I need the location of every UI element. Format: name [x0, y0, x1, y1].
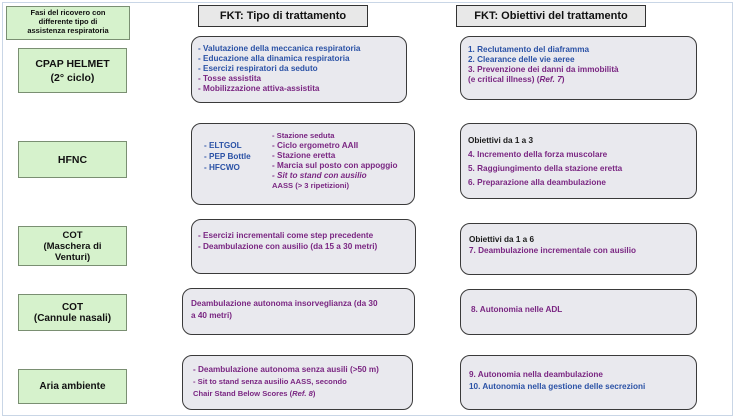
objective-item: Obiettivi da 1 a 3	[468, 136, 534, 145]
phase-label: COT	[62, 229, 83, 241]
objectives-cpap	[460, 36, 697, 100]
treatment-text: )	[312, 389, 316, 398]
treatment-item: - Sit to stand senza ausilio AASS, secondo	[193, 377, 347, 386]
phase-label: HFNC	[57, 153, 88, 166]
technique-item: - HFCWO	[204, 163, 240, 172]
technique-item: - ELTGOL	[204, 141, 242, 150]
hfnc-techniques	[204, 140, 251, 173]
phase-label: Aria ambiente	[39, 381, 106, 392]
objectives-hfnc	[460, 123, 697, 199]
objective-item: 2. Clearance delle vie aeree	[468, 55, 575, 64]
activity-item: - Marcia sul posto con appoggio	[272, 161, 398, 170]
phase-header-line: differente tipo di	[38, 17, 98, 26]
phase-label: (2° ciclo)	[50, 71, 95, 84]
phase-label: (Maschera di	[43, 240, 102, 252]
treatment-cot-venturi	[191, 219, 416, 274]
treatment-hfnc	[191, 123, 415, 205]
hfnc-activities	[272, 131, 398, 191]
phase-room-air	[18, 369, 127, 404]
activity-item: - Stazione seduta	[272, 131, 335, 140]
activity-item: AASS (> 3 ripetizioni)	[272, 181, 350, 190]
phase-cpap-helmet	[18, 48, 127, 93]
treatment-cpap	[191, 36, 407, 103]
objective-item: 4. Incremento della forza muscolare	[468, 150, 608, 159]
objective-item: 10. Autonomia nella gestione delle secrezioni	[469, 382, 646, 391]
objective-item: 6. Preparazione alla deambulazione	[468, 178, 606, 187]
phase-header-line: assistenza respiratoria	[27, 26, 109, 35]
phase-label: Venturi)	[54, 251, 91, 263]
phase-cot-venturi	[18, 226, 127, 266]
activity-item: - Sit to stand con ausilio	[272, 171, 367, 180]
objective-item: 1. Reclutamento del diaframma	[468, 45, 590, 54]
activity-item: - Stazione eretta	[272, 151, 336, 160]
objectives-column-header: FKT: Obiettivi del trattamento	[456, 5, 646, 27]
objectives-cot-nasal	[460, 289, 697, 335]
objective-item: 8. Autonomia nelle ADL	[471, 305, 563, 314]
treatment-item: - Esercizi respiratori da seduto	[198, 64, 318, 73]
treatment-item: Deambulazione autonoma insorveglianza (da 30	[191, 299, 378, 308]
treatment-room-air	[182, 355, 413, 410]
phase-label: (Cannule nasali)	[33, 312, 112, 324]
reference: Ref. 8	[292, 389, 313, 398]
phase-hfnc	[18, 141, 127, 178]
phase-cot-nasal	[18, 294, 127, 331]
treatment-item: - Tosse assistita	[198, 74, 262, 83]
treatment-item: - Educazione alla dinamica respiratoria	[198, 54, 350, 63]
objective-text: (e critical illness) (	[468, 75, 540, 84]
treatment-item: - Deambulazione con ausilio (da 15 a 30 metri)	[198, 242, 378, 251]
treatment-item: - Valutazione della meccanica respiratoria	[198, 44, 361, 53]
objectives-room-air	[460, 355, 697, 410]
treatment-item-with-ref	[193, 388, 412, 400]
treatment-cot-nasal	[182, 288, 415, 335]
treatment-item: - Deambulazione autonoma senza ausili (>50 m)	[193, 365, 379, 374]
phase-header-line: Fasi del ricovero con	[30, 8, 106, 17]
objective-text: )	[561, 75, 565, 84]
phase-column-header	[6, 6, 130, 40]
reference: Ref. 7	[539, 75, 562, 84]
objective-item: 7. Deambulazione incrementale con ausilio	[469, 246, 636, 255]
objective-item: 9. Autonomia nella deambulazione	[469, 370, 603, 379]
treatment-item: a 40 metri)	[191, 311, 232, 320]
objectives-cot-venturi	[460, 223, 697, 275]
treatment-column-header: FKT: Tipo di trattamento	[198, 5, 368, 27]
activity-item: - Ciclo ergometro AAII	[272, 141, 359, 150]
objective-item: Obiettivi da 1 a 6	[469, 235, 535, 244]
treatment-text: Chair Stand Below Scores (	[193, 389, 293, 398]
objective-item: 3. Prevenzione dei danni da immobilità	[468, 65, 619, 74]
objective-item: 5. Raggiungimento della stazione eretta	[468, 164, 623, 173]
phase-label: COT	[61, 301, 84, 313]
treatment-item: - Esercizi incrementali come step precedente	[198, 231, 374, 240]
technique-item: - PEP Bottle	[204, 152, 251, 161]
phase-label: CPAP HELMET	[35, 57, 110, 70]
treatment-item: - Mobilizzazione attiva-assistita	[198, 84, 320, 93]
objective-item-with-ref	[468, 75, 696, 85]
